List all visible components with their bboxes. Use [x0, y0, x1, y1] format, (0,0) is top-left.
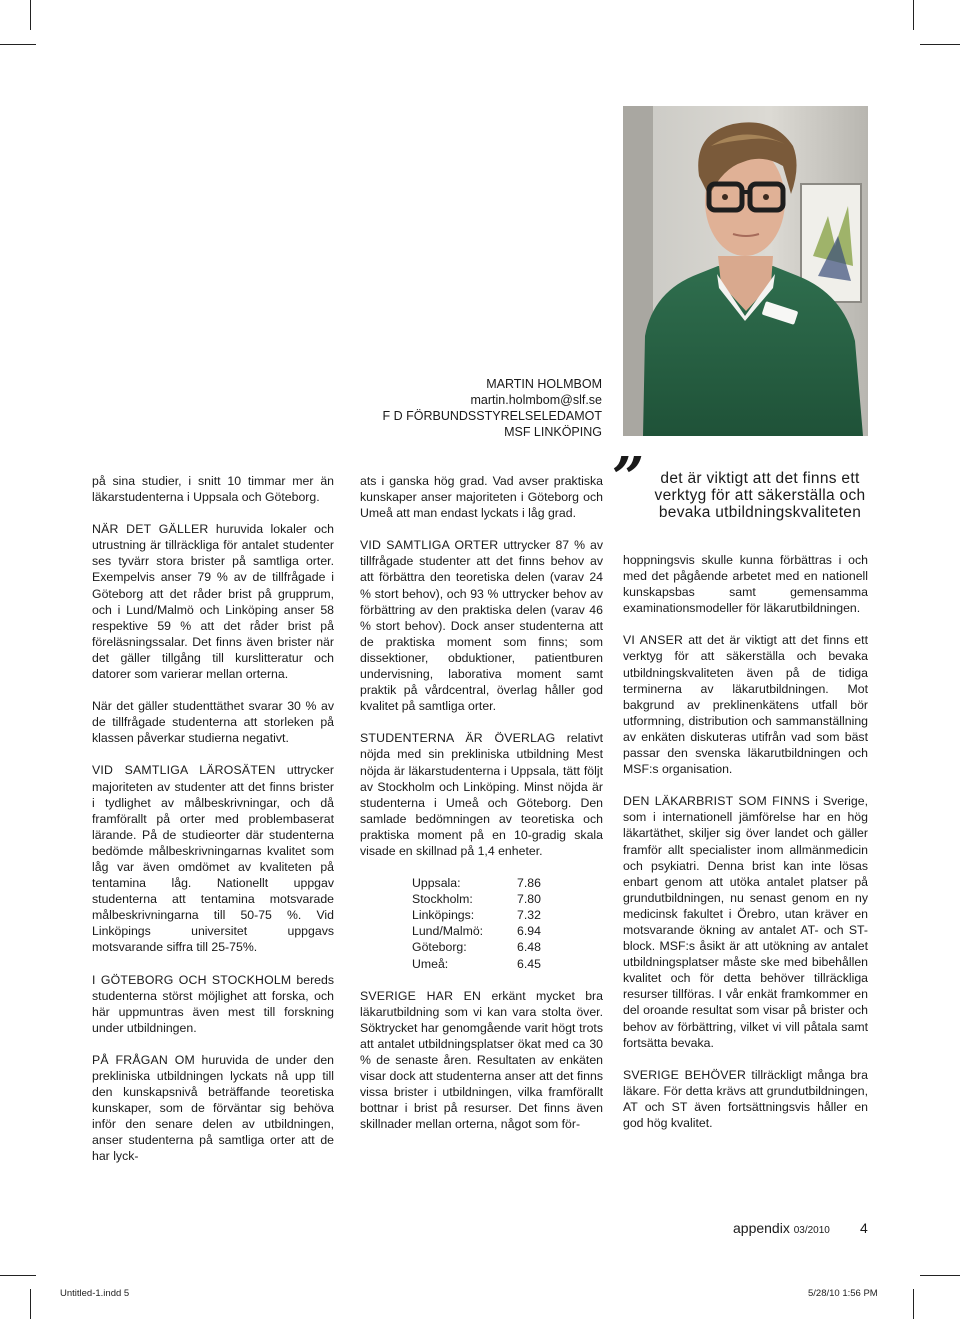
- table-row: Lund/Malmö: 6.94: [412, 924, 541, 939]
- table-row: Umeå: 6.45: [412, 956, 541, 971]
- pull-quote-text: det är viktigt att det finns ett verktyg för att säkerställa och bevaka utbildningskvaliteten: [654, 470, 866, 521]
- author-role: F D FÖRBUNDSSTYRELSELEDAMOT: [382, 409, 602, 423]
- author-name: MARTIN HOLMBOM: [486, 377, 602, 391]
- table-row: Göteborg: 6.48: [412, 940, 541, 955]
- crop-mark: [913, 1289, 914, 1319]
- crop-mark: [0, 1275, 36, 1276]
- table-row: Linköpings: 7.32: [412, 908, 541, 923]
- paragraph-lead: SVERIGE BEHÖVER: [623, 1067, 747, 1082]
- paragraph-lead: STUDENTERNA ÄR ÖVERLAG: [360, 731, 556, 746]
- slug-file: Untitled-1.indd 5: [60, 1288, 130, 1299]
- paragraph: SVERIGE BEHÖVER tillräckligt många bra läkare. För detta krävs att grundutbildningen, AT och ST även fortsättningsvis håller en god hög kvalitet.: [623, 1067, 868, 1130]
- table-row: Stockholm: 7.80: [412, 892, 541, 907]
- paragraph: VID SAMTLIGA LÄROSÄTEN uttrycker majoriteten av studenter att det finns brister i tydlighet av målbeskrivningar, och då framförallt på orter med problembaserat lärande. På de studieorter där studenterna bedömde målbeskrivningarnas kvalitet som låg var även omdömet av kvaliteten på tentamina låg. Nationellt uppgav studenterna att tentamina motsvarade målbeskrivningarna till 50-75 %. Vid Linköpings universitet uppgavs motsvarande siffra till 25-75%.: [92, 763, 334, 955]
- crop-mark: [913, 0, 914, 30]
- column-3: [623, 552, 868, 1147]
- paragraph: VID SAMTLIGA ORTER uttrycker 87 % av tillfrågade studenter att det finns behov av att förbättra den teoretiska delen (varav 24 % stort behov), och 93 % uttrycker behov av förbättring av den praktiska delen (varav 46 % stort behov). Dock anser studenterna att de praktiska moment som finns; som dissektioner, obduktioner, patientburen undervisning, laborativa moment samt praktik på vårdcentral, överlag håller god kvalitet på samtliga orter.: [360, 538, 603, 714]
- paragraph-lead: NÄR DET GÄLLER: [92, 522, 209, 537]
- paragraph: VI ANSER att det är viktigt att det finns ett verktyg för att säkerställa och bevaka utbildningskvaliteten även på de tidiga terminerna av läkarutbildningen. Mot bakgrund av preklinenkätens utfall bör utformning, distribution och sammanställning av enkäten diskuteras utifrån vad som bäst passar den svenska läkarutbildningen och MSF:s organisation.: [623, 633, 868, 777]
- slug-datetime: 5/28/10 1:56 PM: [808, 1288, 878, 1299]
- crop-mark: [30, 1289, 31, 1319]
- crop-mark: [0, 44, 36, 45]
- paragraph-lead: DEN LÄKARBRIST SOM FINNS: [623, 794, 811, 809]
- author-info: [383, 376, 602, 440]
- paragraph: I GÖTEBORG OCH STOCKHOLM bereds studenterna störst möjlighet att forska, och här uppmuntras även mest till forskning under utbildningen.: [92, 972, 334, 1035]
- paragraph: PÅ FRÅGAN OM huruvida de under den prekliniska utbildningen lyckats nå upp till den kunskapsnivå beträffande teoretiska kunskaper, som de förväntar sig behöva inför den senare delen av utbildningen, anser studenterna på samtliga orter att de har lyck-: [92, 1052, 335, 1164]
- brand-name: appendix: [733, 1220, 790, 1236]
- paragraph: på sina studier, i snitt 10 timmar mer än läkarstudenterna i Uppsala och Göteborg.: [92, 474, 334, 505]
- paragraph: SVERIGE HAR EN erkänt mycket bra läkarutbildning som vi kan vara stolta över. Söktrycket har genomgående varit högt trots att antalet utbildningsplatser ökat med ca 30 % de senaste åren. Resultaten av enkäten visar dock att studenterna anser att det finns vissa brister i utbildningen, vilka framförallt bottnar i brist på resurser. Det finns även skillnader mellan orterna, något som för-: [360, 988, 603, 1132]
- page-number: 4: [860, 1220, 868, 1236]
- magazine-brand: [733, 1220, 830, 1236]
- table-row: Uppsala: 7.86: [412, 876, 541, 891]
- paragraph: ats i ganska hög grad. Vad avser praktiska kunskaper anser majoriteten i Göteborg och Umeå att man endast lyckats i låg grad.: [360, 474, 603, 521]
- paragraph-lead: VID SAMTLIGA ORTER: [360, 538, 499, 553]
- paragraph: När det gäller studenttäthet svarar 30 % av de tillfrågade studenterna att storleken på klassen påverkar studierna negativt.: [92, 699, 334, 746]
- paragraph: STUDENTERNA ÄR ÖVERLAG relativt nöjda med sin prekliniska utbildning Mest nöjda är läkarstudenterna i Uppsala, tätt följt av Stockholm och Linköping. Minst nöjda är studenterna i Umeå och Göteborg. Den samlade bedömningen av teoretiska och praktiska moment på en 10-gradig skala visade en skillnad på 1,4 enheter.: [360, 731, 604, 858]
- crop-mark: [920, 44, 960, 45]
- column-2: [360, 473, 603, 1148]
- paragraph-lead: PÅ FRÅGAN OM: [92, 1052, 195, 1067]
- paragraph-lead: VI ANSER: [623, 633, 684, 648]
- author-org: MSF LINKÖPING: [504, 425, 602, 439]
- issue-number: 03/2010: [793, 1225, 830, 1236]
- paragraph-lead: SVERIGE HAR EN: [360, 988, 482, 1003]
- paragraph-lead: I GÖTEBORG OCH STOCKHOLM: [92, 972, 292, 987]
- crop-mark: [920, 1275, 960, 1276]
- paragraph: DEN LÄKARBRIST SOM FINNS i Sverige, som i internationell jämförelse har en hög läkartäthet, skiljer sig över landet och gäller framför allt specialister inom allmänmedicin och psykiatri. Denna brist kan inte lösas enbart genom att utöka antalet platser på grundutbildningen, nu senast genom en ny medicinsk fakultet i Örebro, utan kräver en motsvarande ökning av antalet AT- och ST-block. MSF:s åsikt är att utökning av antalet utbildningsplatser måste ske med bibehållen kvalitet och för detta behöver tillräckliga resurser tillföras. I vår enkät framkommer en del oroande resultat som visar på brister och behov av förbättring, vilket vi vill påtala samt fortsätta bevaka.: [623, 794, 868, 1050]
- crop-mark: [30, 0, 31, 30]
- rating-table: [412, 875, 541, 972]
- column-1: [92, 473, 334, 1181]
- author-photo: [623, 106, 868, 436]
- paragraph: hoppningsvis skulle kunna förbättras i och med det pågående arbetet med en nationell kunskapsbas samt gemensamma examinationsmodeller för läkarutbildningen.: [623, 553, 868, 616]
- author-email[interactable]: martin.holmbom@slf.se: [470, 393, 602, 407]
- paragraph-lead: VID SAMTLIGA LÄROSÄTEN: [92, 763, 276, 778]
- quote-mark-icon: ”: [612, 445, 645, 511]
- paragraph: NÄR DET GÄLLER huruvida lokaler och utrustning är tillräckliga för antalet studenter ses tyvärr stora brister på samtliga orter. Exempelvis anser 79 % av de tillfrågade i Göteborg att det råder brist på grupprum, och i Lund/Malmö och Linköping anser 58 respektive 59 % att det råder brist på föreläsningssalar. Det finns även brister när det gäller tillgång till kurslitteratur och datorer som varierar mellan orterna.: [92, 522, 334, 682]
